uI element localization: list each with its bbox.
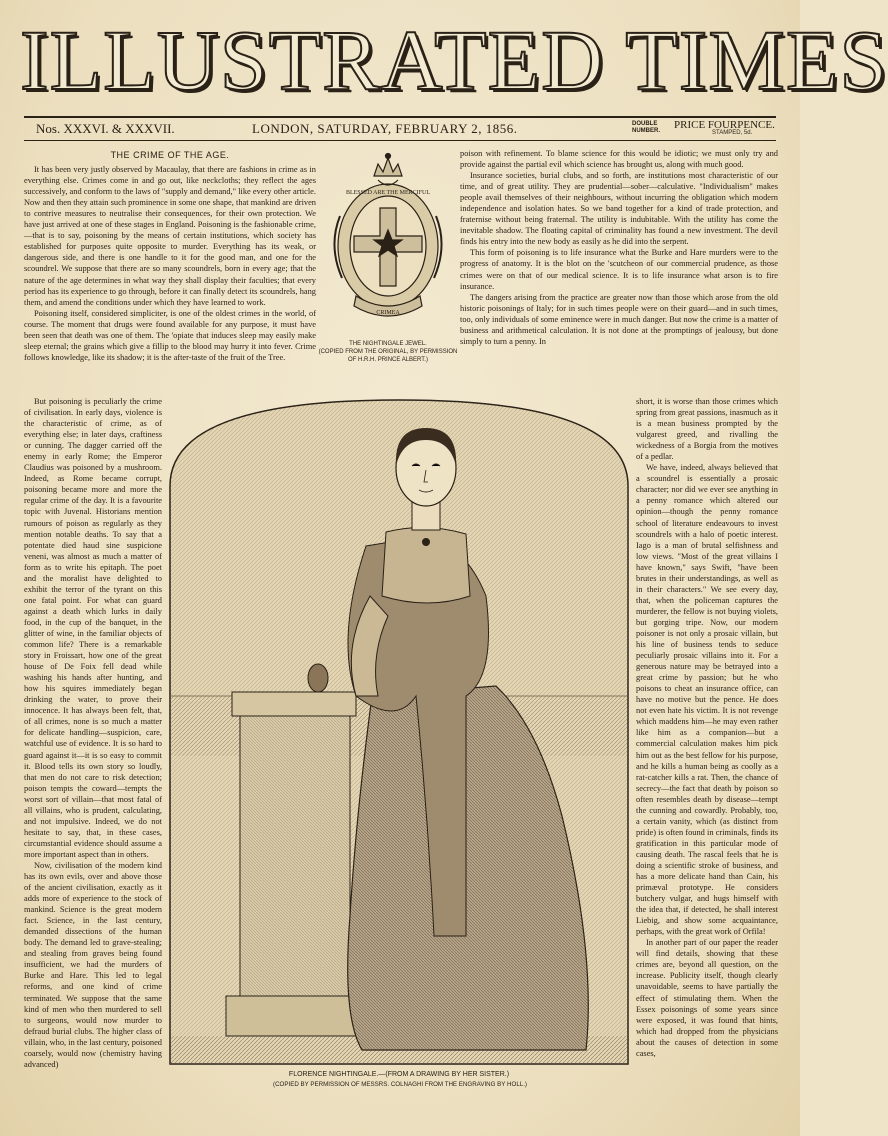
article-paragraph: Poisoning itself, considered simpliciter, is one of the oldest crimes in the world, of course. The moment that drugs were found available for any purpose, it must have been seen that death was one of them. The 'opiate that induces sleep may easily make sleep eternal; the grains which give a fillip to the blood may hurry it into fever. Crime follows knowledge, like its shadow; it is the after-taste of the fruit of the Tree. xyxy=(24,308,316,362)
double-number-label: DOUBLE NUMBER. xyxy=(632,121,660,134)
rule-bottom xyxy=(24,140,776,141)
article-paragraph: Insurance societies, burial clubs, and so forth, are institutions most characteristic of our time, and of great utility. They are prudential—sober—calculative. "Individualism" makes people avail themselves of their neighbours, without incurring the obligation which modern independence and isolation hates. So we band together for a kind of trade protection, and fraternise without being fraternal. The utility is indubitable. With the utility has come the inevitable shadow. The floating capital of criminality has found a new investment. The devil finds his entry into the new body as easily as he did into the serpent. xyxy=(460,171,778,247)
article-paragraph: poison with refinement. To blame science for this would be idiotic; we must only try and provide against the partial evil which science has brought us, along with much good. xyxy=(460,149,778,170)
article-paragraph: This form of poisoning is to life insurance what the Burke and Hare murders were to the progress of anatomy. It is the blot on the 'scutcheon of our commercial prudence, as those crimes were on that of our medical science. It is to life insurance what arson is to fire insurance. xyxy=(460,248,778,291)
article-paragraph: It has been very justly observed by Macaulay, that there are fashions in crime as in everything else. Crimes come in and go out, like neckcloths; they reflect the ages successively, and conform to the laws of "supply and demand," like every other article. Now and then they attain such prominence in some one shape, that mankind are driven to contrive measures to neutralise their consequences, for their own protection. We have just arrived at one of these stages in England. Poisoning is the fashionable crime,—that is to say, poisoning by the means of certain institutions, which society has established for purposes quite opposite to murder. Everything has its weak, or dangerous side, and there is one handle to it for the good man, and one for the scoundrel. We suppose that there are so many scoundrels, born in every age; that the nature of the age determines in what way they shall display their faculties; that every period has its experience to go through, before it can finally detect its scoundrels, hang them, and amend the conditions under which they have learned to work. xyxy=(24,165,316,307)
article-right-top xyxy=(460,148,778,396)
jewel-crimea: CRIMEA xyxy=(376,310,400,316)
nightingale-jewel-illustration xyxy=(318,146,458,346)
jewel-caption-note: (COPIED FROM THE ORIGINAL, BY PERMISSION OF H.R.H. PRINCE ALBERT.) xyxy=(318,349,458,363)
article-paragraph: But poisoning is peculiarly the crime of civilisation. In early days, violence is the characteristic of crime, as of everything else; in later days, craftiness or cunning. The dagger carried off the enemy in early Rome; the Emperor Claudius was poisoned by a mushroom. Indeed, as Rome became corrupt, poisoning became more and more the regular crime of the day. It is a favourite topic with Juvenal. Historians mention rumours of poison as regularly as they mention notable deaths. To say that a potentate died haud sine suspicione veneni, was almost as much a matter of form as to write his epitaph. The poet and the moralist have delighted to exhibit the terror of the tyrant on this one fatal point. For what can guard against a death which lurks in daily food, in the cup of the banquet, in the glitter of wine, in the familiar objects of common life? There is a remarkable story in Froissart, how one of the great house of De Foix fell dead while washing his hands after hunting, and how his squires immediately began drinking the water, to prove their innocence. It has always been felt, that, of all crimes, none is so much a matter for delicate handling—suspicion, care, watchful use of evidence. It is so hard to guard against it—it is so easy to commit it. Blood tells its own story so loudly, that men do not care to risk detection; poison tempts the coward—tempts the worst sort of villain—that most fatal of all villains, who is prudent, calculating, and not impulsive. Indeed, we do not hesitate to say, that, in these cases, circumstantial evidence should assume a more important aspect than in others. xyxy=(24,397,162,859)
article-paragraph: The dangers arising from the practice are greater now than those which arose from the old historic poisonings of Italy; for in such times people were on their guard—and in such times, too, only individuals of some eminence were in much danger. But now the crime is a matter of business and arithmetical calculation. It is not done at the promptings of jealousy, but done simply to turn a penny. In xyxy=(460,292,778,346)
portrait-credit: (COPIED BY PERMISSION OF MESSRS. COLNAGHI FROM THE ENGRAVING BY HOLL.) xyxy=(273,1081,527,1088)
price-label: PRICE FOURPENCE. xyxy=(674,119,775,131)
article-left-top xyxy=(24,148,316,396)
jewel-caption xyxy=(318,340,458,364)
article-paragraph: Now, civilisation of the modern kind has its own evils, over and above those of the ancient civilisation, exactly as it adds more of experience to the stock of mankind. Science is the great modern fact. Science, in the last century, demanded dissections of the human body. The demand led to grave-stealing; and stealing from graves being found insufficient, we had the murders of Burke and Hare. This led to legal reforms, and one kind of crime terminated. We suppose that the same kind of men who then murdered to sell to surgeons, would now murder to defraud burial clubs. The higher class of villain, who, in the last century, poisoned coarsely, would now (chemistry having advanced) xyxy=(24,860,162,1069)
article-left-bottom xyxy=(24,396,162,1080)
stamped-label: STAMPED, 5d. xyxy=(712,130,753,136)
jewel-motto: BLESSED ARE THE MERCIFUL xyxy=(345,190,431,196)
article-paragraph: We have, indeed, always believed that a scoundrel is essentially a prosaic character; nor did we ever see anything in a penny romance which altered our opinion—though the penny romance school of literature endeavours to invest scoundrels with a halo of poetic interest. Iago is a man of brutal selfishness and low views. "Most of the great villains I have known," says Swift, "have been brutes in their understandings, as well as in their characters." We see every day, that, when the policeman captures the murderer, the fellow is not buying violets, but gorging tripe. Now, our modern poisoner is not only a prosaic villain, but his line of business tends to seduce peculiarly prosaic villains into it. For a generous nature may be betrayed into a great crime by passion; but he who poisons to cheat an insurance office, can have no motive but the pence. He does not even hate his victim. It is not revenge which maddens him—he may even rather like him as a companion—but a commercial calculation makes him pick him out as the best fellow for his purpose, and he kills a human being as coolly as a rat-catcher kills a rat. Then, the chance of secrecy—the fact that death by poison so often resembles death by disease—tempt the cunning and cowardly. Probably, too, a certain vanity, which (as distinct from pride) is often found in criminals, finds its gratification in this particular mode of causing death. The rascal feels that he is doing a scientific stroke of business, and has a more delicate hand than Cain, his primæval prototype. He considers butchery vulgar, and hugs himself with the idea that, if detected, he shall interest Liebig, and show some acquaintance, perhaps, with the great work of Orfila! xyxy=(636,463,778,937)
portrait-caption: FLORENCE NIGHTINGALE.—(FROM A DRAWING BY HER SISTER.) xyxy=(288,1071,510,1078)
jewel-caption-title: THE NIGHTINGALE JEWEL. xyxy=(349,341,427,347)
issue-number: Nos. XXXVI. & XXXVII. xyxy=(36,121,175,136)
florence-nightingale-portrait xyxy=(166,396,632,1068)
article-paragraph: In another part of our paper the reader will find details, showing that these crimes are, beyond all question, on the increase. Publicity itself, though clearly unavoidable, seems to have partially the effect of stimulating them. When the Essex poisonings of some years since were exposed, it was found that hints, which had dropped from the physicians about the causes of detection in some cases, xyxy=(636,938,778,1058)
article-paragraph: short, it is worse than those crimes which spring from great passions, inasmuch as it is a mean business prompted by the vulgarest greed, and rivalling the wickedness of a Borgia from the motives of a pedlar. xyxy=(636,397,778,462)
dateline-bar xyxy=(24,118,776,140)
article-right-bottom xyxy=(636,396,778,1080)
masthead-title: ILLUSTRATED TIMES xyxy=(20,12,888,108)
place-date: LONDON, SATURDAY, FEBRUARY 2, 1856. xyxy=(252,121,518,136)
article-heading: THE CRIME OF THE AGE. xyxy=(110,150,230,160)
